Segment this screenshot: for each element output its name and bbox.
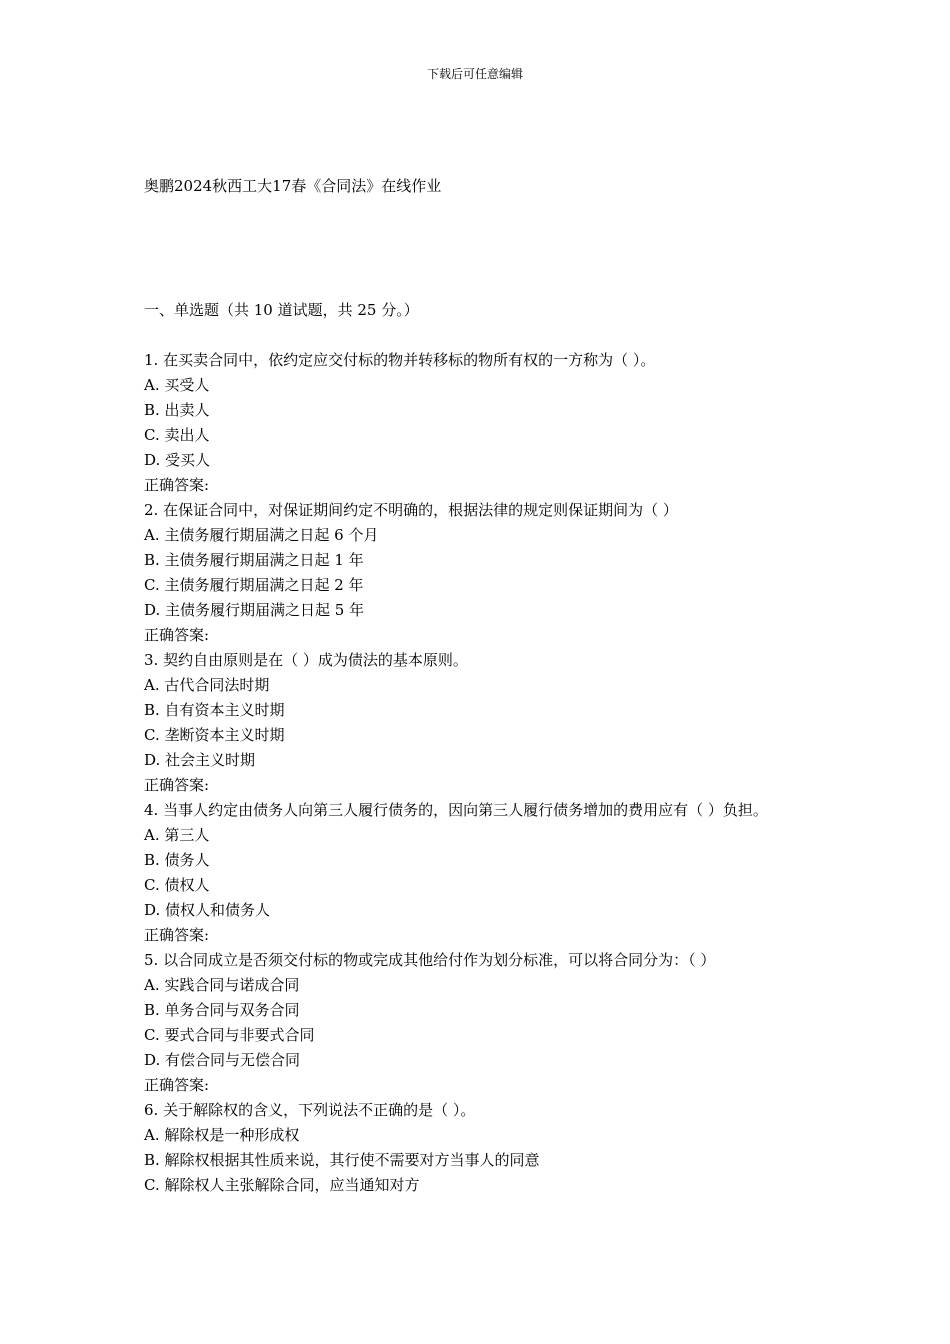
- question-text: 3. 契约自由原则是在（ ）成为债法的基本原则。: [144, 651, 468, 669]
- question-text: 1. 在买卖合同中，依约定应交付标的物并转移标的物所有权的一方称为（ ）。: [144, 351, 656, 369]
- option-a: A. 主债务履行期届满之日起 6 个月: [144, 526, 379, 544]
- question-text: 2. 在保证合同中，对保证期间约定不明确的，根据法律的规定则保证期间为（ ）: [144, 501, 678, 519]
- option-a: A. 解除权是一种形成权: [144, 1126, 300, 1144]
- question-list: [144, 348, 812, 1198]
- option-a: A. 实践合同与诺成合同: [144, 976, 300, 994]
- option-a: A. 第三人: [144, 826, 210, 844]
- option-d: D. 受买人: [144, 451, 211, 469]
- answer-label: 正确答案:: [144, 776, 210, 794]
- question-item: [144, 498, 812, 648]
- option-d: D. 社会主义时期: [144, 751, 256, 769]
- question-item: [144, 798, 812, 948]
- answer-label: 正确答案:: [144, 1076, 210, 1094]
- question-text: 5. 以合同成立是否须交付标的物或完成其他给付作为划分标准，可以将合同分为：（ ）: [144, 951, 716, 969]
- page-header-note: 下载后可任意编辑: [426, 67, 523, 81]
- answer-label: 正确答案:: [144, 626, 210, 644]
- answer-label: 正确答案:: [144, 476, 210, 494]
- document-title: 奥鹏2024秋西工大17春《合同法》在线作业: [144, 177, 442, 195]
- question-item: [144, 948, 812, 1098]
- question-item: [144, 648, 812, 798]
- question-text: 6. 关于解除权的含义，下列说法不正确的是（ ）。: [144, 1101, 476, 1119]
- option-c: C. 垄断资本主义时期: [144, 726, 285, 744]
- option-b: B. 解除权根据其性质来说，其行使不需要对方当事人的同意: [144, 1151, 540, 1169]
- option-c: C. 卖出人: [144, 426, 210, 444]
- option-b: B. 债务人: [144, 851, 210, 869]
- option-b: B. 自有资本主义时期: [144, 701, 285, 719]
- option-c: C. 解除权人主张解除合同，应当通知对方: [144, 1176, 420, 1194]
- option-c: C. 债权人: [144, 876, 210, 894]
- section-heading: 一、单选题（共 10 道试题，共 25 分。）: [144, 301, 419, 319]
- option-a: A. 古代合同法时期: [144, 676, 270, 694]
- option-b: B. 主债务履行期届满之日起 1 年: [144, 551, 364, 569]
- question-item: [144, 1098, 812, 1198]
- question-item: [144, 348, 812, 498]
- option-c: C. 主债务履行期届满之日起 2 年: [144, 576, 364, 594]
- option-d: D. 有偿合同与无偿合同: [144, 1051, 301, 1069]
- option-d: D. 主债务履行期届满之日起 5 年: [144, 601, 365, 619]
- option-a: A. 买受人: [144, 376, 210, 394]
- option-d: D. 债权人和债务人: [144, 901, 271, 919]
- option-b: B. 出卖人: [144, 401, 210, 419]
- option-b: B. 单务合同与双务合同: [144, 1001, 300, 1019]
- answer-label: 正确答案:: [144, 926, 210, 944]
- question-text: 4. 当事人约定由债务人向第三人履行债务的，因向第三人履行债务增加的费用应有（ ）负担。: [144, 801, 768, 819]
- option-c: C. 要式合同与非要式合同: [144, 1026, 315, 1044]
